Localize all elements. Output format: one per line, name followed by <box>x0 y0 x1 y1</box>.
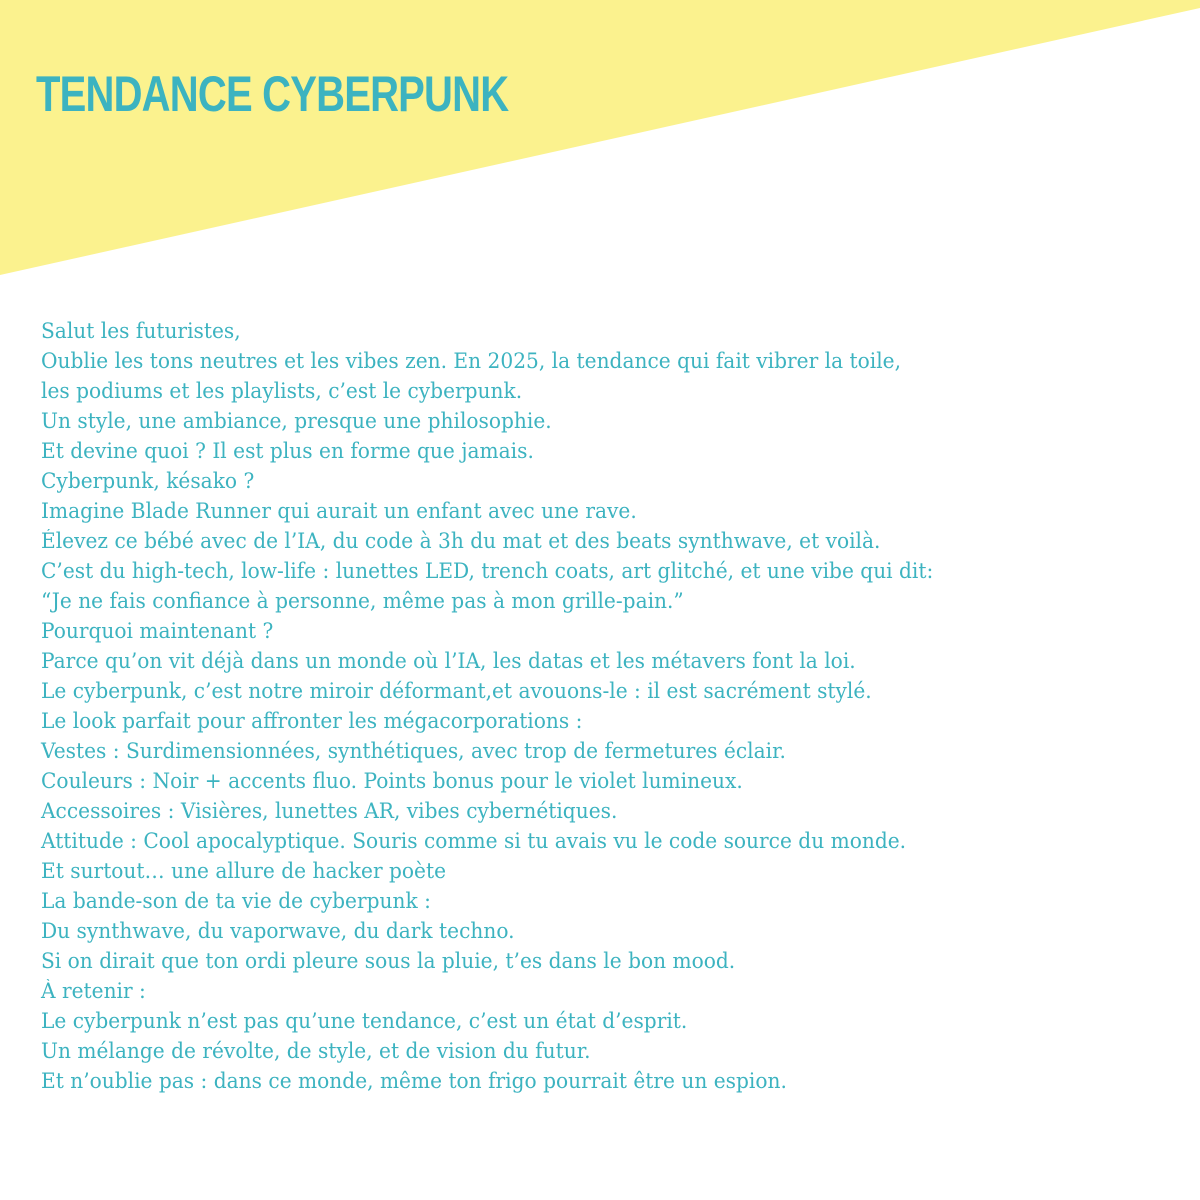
text-line: Et n’oublie pas : dans ce monde, même ton frigo pourrait être un espion. <box>41 1069 787 1093</box>
text-line: À retenir : <box>41 979 146 1003</box>
text-line: La bande-son de ta vie de cyberpunk : <box>41 889 431 913</box>
text-line: Le cyberpunk, c’est notre miroir déformant,et avouons-le : il est sacrément stylé. <box>41 679 872 703</box>
text-line: Imagine Blade Runner qui aurait un enfant avec une rave. <box>41 499 637 523</box>
text-line: Et devine quoi ? Il est plus en forme que jamais. <box>41 439 534 463</box>
page-title: TENDANCE CYBERPUNK <box>36 66 509 122</box>
text-line: Et surtout… une allure de hacker poète <box>41 859 447 883</box>
text-line: Parce qu’on vit déjà dans un monde où l’IA, les datas et les métavers font la loi. <box>41 649 856 673</box>
text-line: Élevez ce bébé avec de l’IA, du code à 3h du mat et des beats synthwave, et voilà. <box>41 529 881 553</box>
text-line: Attitude : Cool apocalyptique. Souris comme si tu avais vu le code source du monde. <box>41 829 907 853</box>
text-line: Le look parfait pour affronter les mégacorporations : <box>41 709 583 733</box>
text-line: Cyberpunk, késako ? <box>41 469 255 493</box>
text-line: Accessoires : Visières, lunettes AR, vibes cybernétiques. <box>41 799 618 823</box>
text-line: Pourquoi maintenant ? <box>41 619 274 643</box>
yellow-banner <box>0 0 1200 275</box>
text-line: Un mélange de révolte, de style, et de vision du futur. <box>41 1039 591 1063</box>
text-line: Le cyberpunk n’est pas qu’une tendance, c’est un état d’esprit. <box>41 1009 688 1033</box>
text-line: Si on dirait que ton ordi pleure sous la pluie, t’es dans le bon mood. <box>41 949 736 973</box>
text-line: C’est du high-tech, low-life : lunettes LED, trench coats, art glitché, et une vibe qui dit: <box>41 559 934 583</box>
text-line: Vestes : Surdimensionnées, synthétiques, avec trop de fermetures éclair. <box>41 739 786 763</box>
text-line: Couleurs : Noir + accents fluo. Points bonus pour le violet lumineux. <box>41 769 743 793</box>
text-line: Un style, une ambiance, presque une philosophie. <box>41 409 552 433</box>
text-line: Oublie les tons neutres et les vibes zen. En 2025, la tendance qui fait vibrer la toile, <box>41 349 901 373</box>
text-line: Salut les futuristes, <box>41 319 241 343</box>
article-body <box>41 316 1171 1096</box>
text-line: Du synthwave, du vaporwave, du dark techno. <box>41 919 515 943</box>
text-line: les podiums et les playlists, c’est le cyberpunk. <box>41 379 523 403</box>
text-line: “Je ne fais confiance à personne, même pas à mon grille-pain.” <box>41 589 684 613</box>
